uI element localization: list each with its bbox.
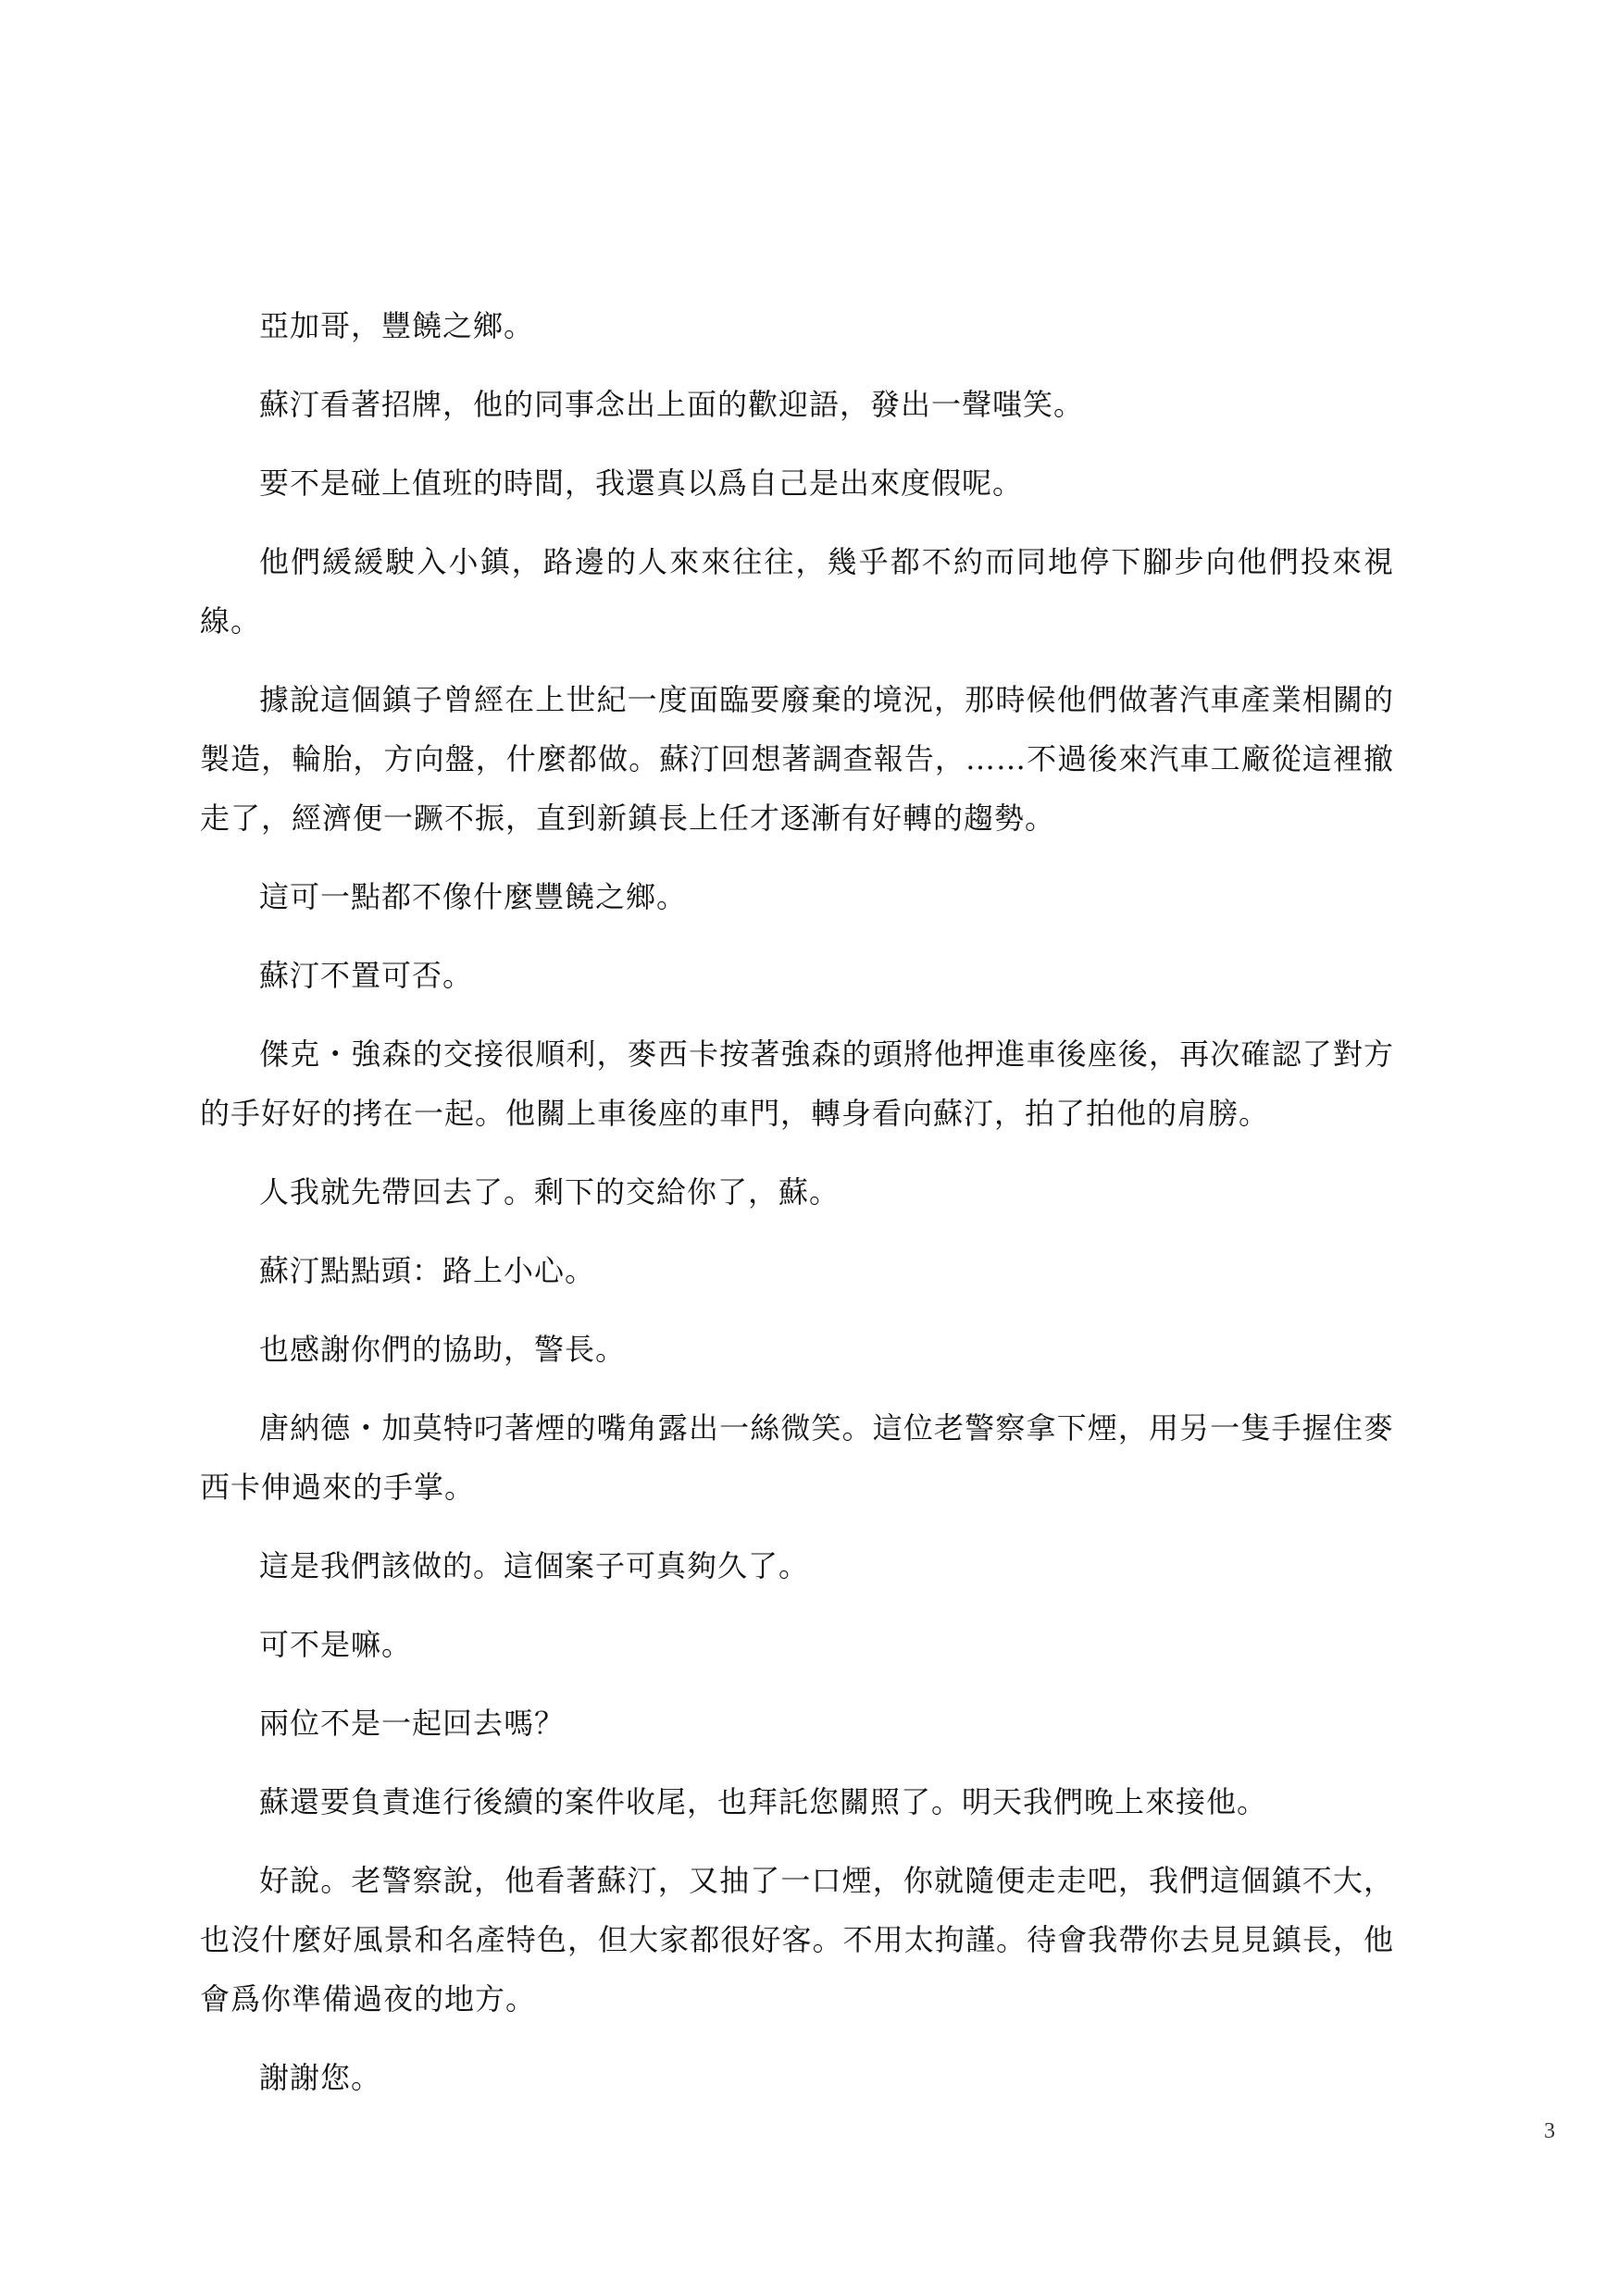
paragraph: 也感謝你們的協助，警長。 (259, 1332, 627, 1367)
paragraph: 兩位不是一起回去嗎？ (259, 1706, 566, 1741)
paragraph: 蘇汀看著招牌，他的同事念出上面的歡迎語，發出一聲嗤笑。 (259, 387, 1085, 422)
paragraph: 好說。老警察說，他看著蘇汀，又抽了一口煙，你就隨便走走吧，我們這個鎮不大，也沒什麼好風景和名產特色，但大家都很好客。不用太拘謹。待會我帶你去見見鎮長，他會爲你準備過夜的地方。 (200, 1863, 1394, 2017)
paragraph: 蘇還要負責進行後續的案件收尾，也拜託您關照了。明天我們晚上來接他。 (259, 1784, 1268, 1819)
paragraph: 唐納德・加莫特叼著煙的嘴角露出一絲微笑。這位老警察拿下煙，用另一隻手握住麥西卡伸過來的手掌。 (200, 1410, 1394, 1505)
paragraph: 人我就先帶回去了。剩下的交給你了，蘇。 (259, 1174, 841, 1210)
paragraph: 這可一點都不像什麼豐饒之鄉。 (259, 879, 688, 914)
paragraph: 傑克・強森的交接很順利，麥西卡按著強森的頭將他押進車後座後，再次確認了對方的手好好的拷在一起。他關上車後座的車門，轉身看向蘇汀，拍了拍他的肩膀。 (200, 1036, 1394, 1131)
paragraph: 蘇汀不置可否。 (259, 958, 474, 993)
paragraph: 蘇汀點點頭：路上小心。 (259, 1253, 596, 1288)
paragraph: 謝謝您。 (259, 2060, 382, 2095)
paragraph: 亞加哥，豐饒之鄉。 (259, 308, 535, 343)
paragraph: 可不是嘛。 (259, 1627, 413, 1662)
paragraph: 據說這個鎮子曾經在上世紀一度面臨要廢棄的境況，那時候他們做著汽車產業相關的製造，輪胎，方向盤，什麼都做。蘇汀回想著調查報告，……不過後來汽車工廠從這裡撤走了，經濟便一蹶不振，直到新鎮長上任才逐漸有好轉的趨勢。 (200, 682, 1394, 836)
text-body (200, 296, 1394, 2127)
paragraph: 他們緩緩駛入小鎮，路邊的人來來往往，幾乎都不約而同地停下腳步向他們投來視線。 (200, 544, 1394, 639)
paragraph: 要不是碰上值班的時間，我還真以爲自己是出來度假呢。 (259, 465, 1024, 501)
page-number: 3 (1544, 2119, 1555, 2143)
paragraph: 這是我們該做的。這個案子可真夠久了。 (259, 1548, 810, 1583)
